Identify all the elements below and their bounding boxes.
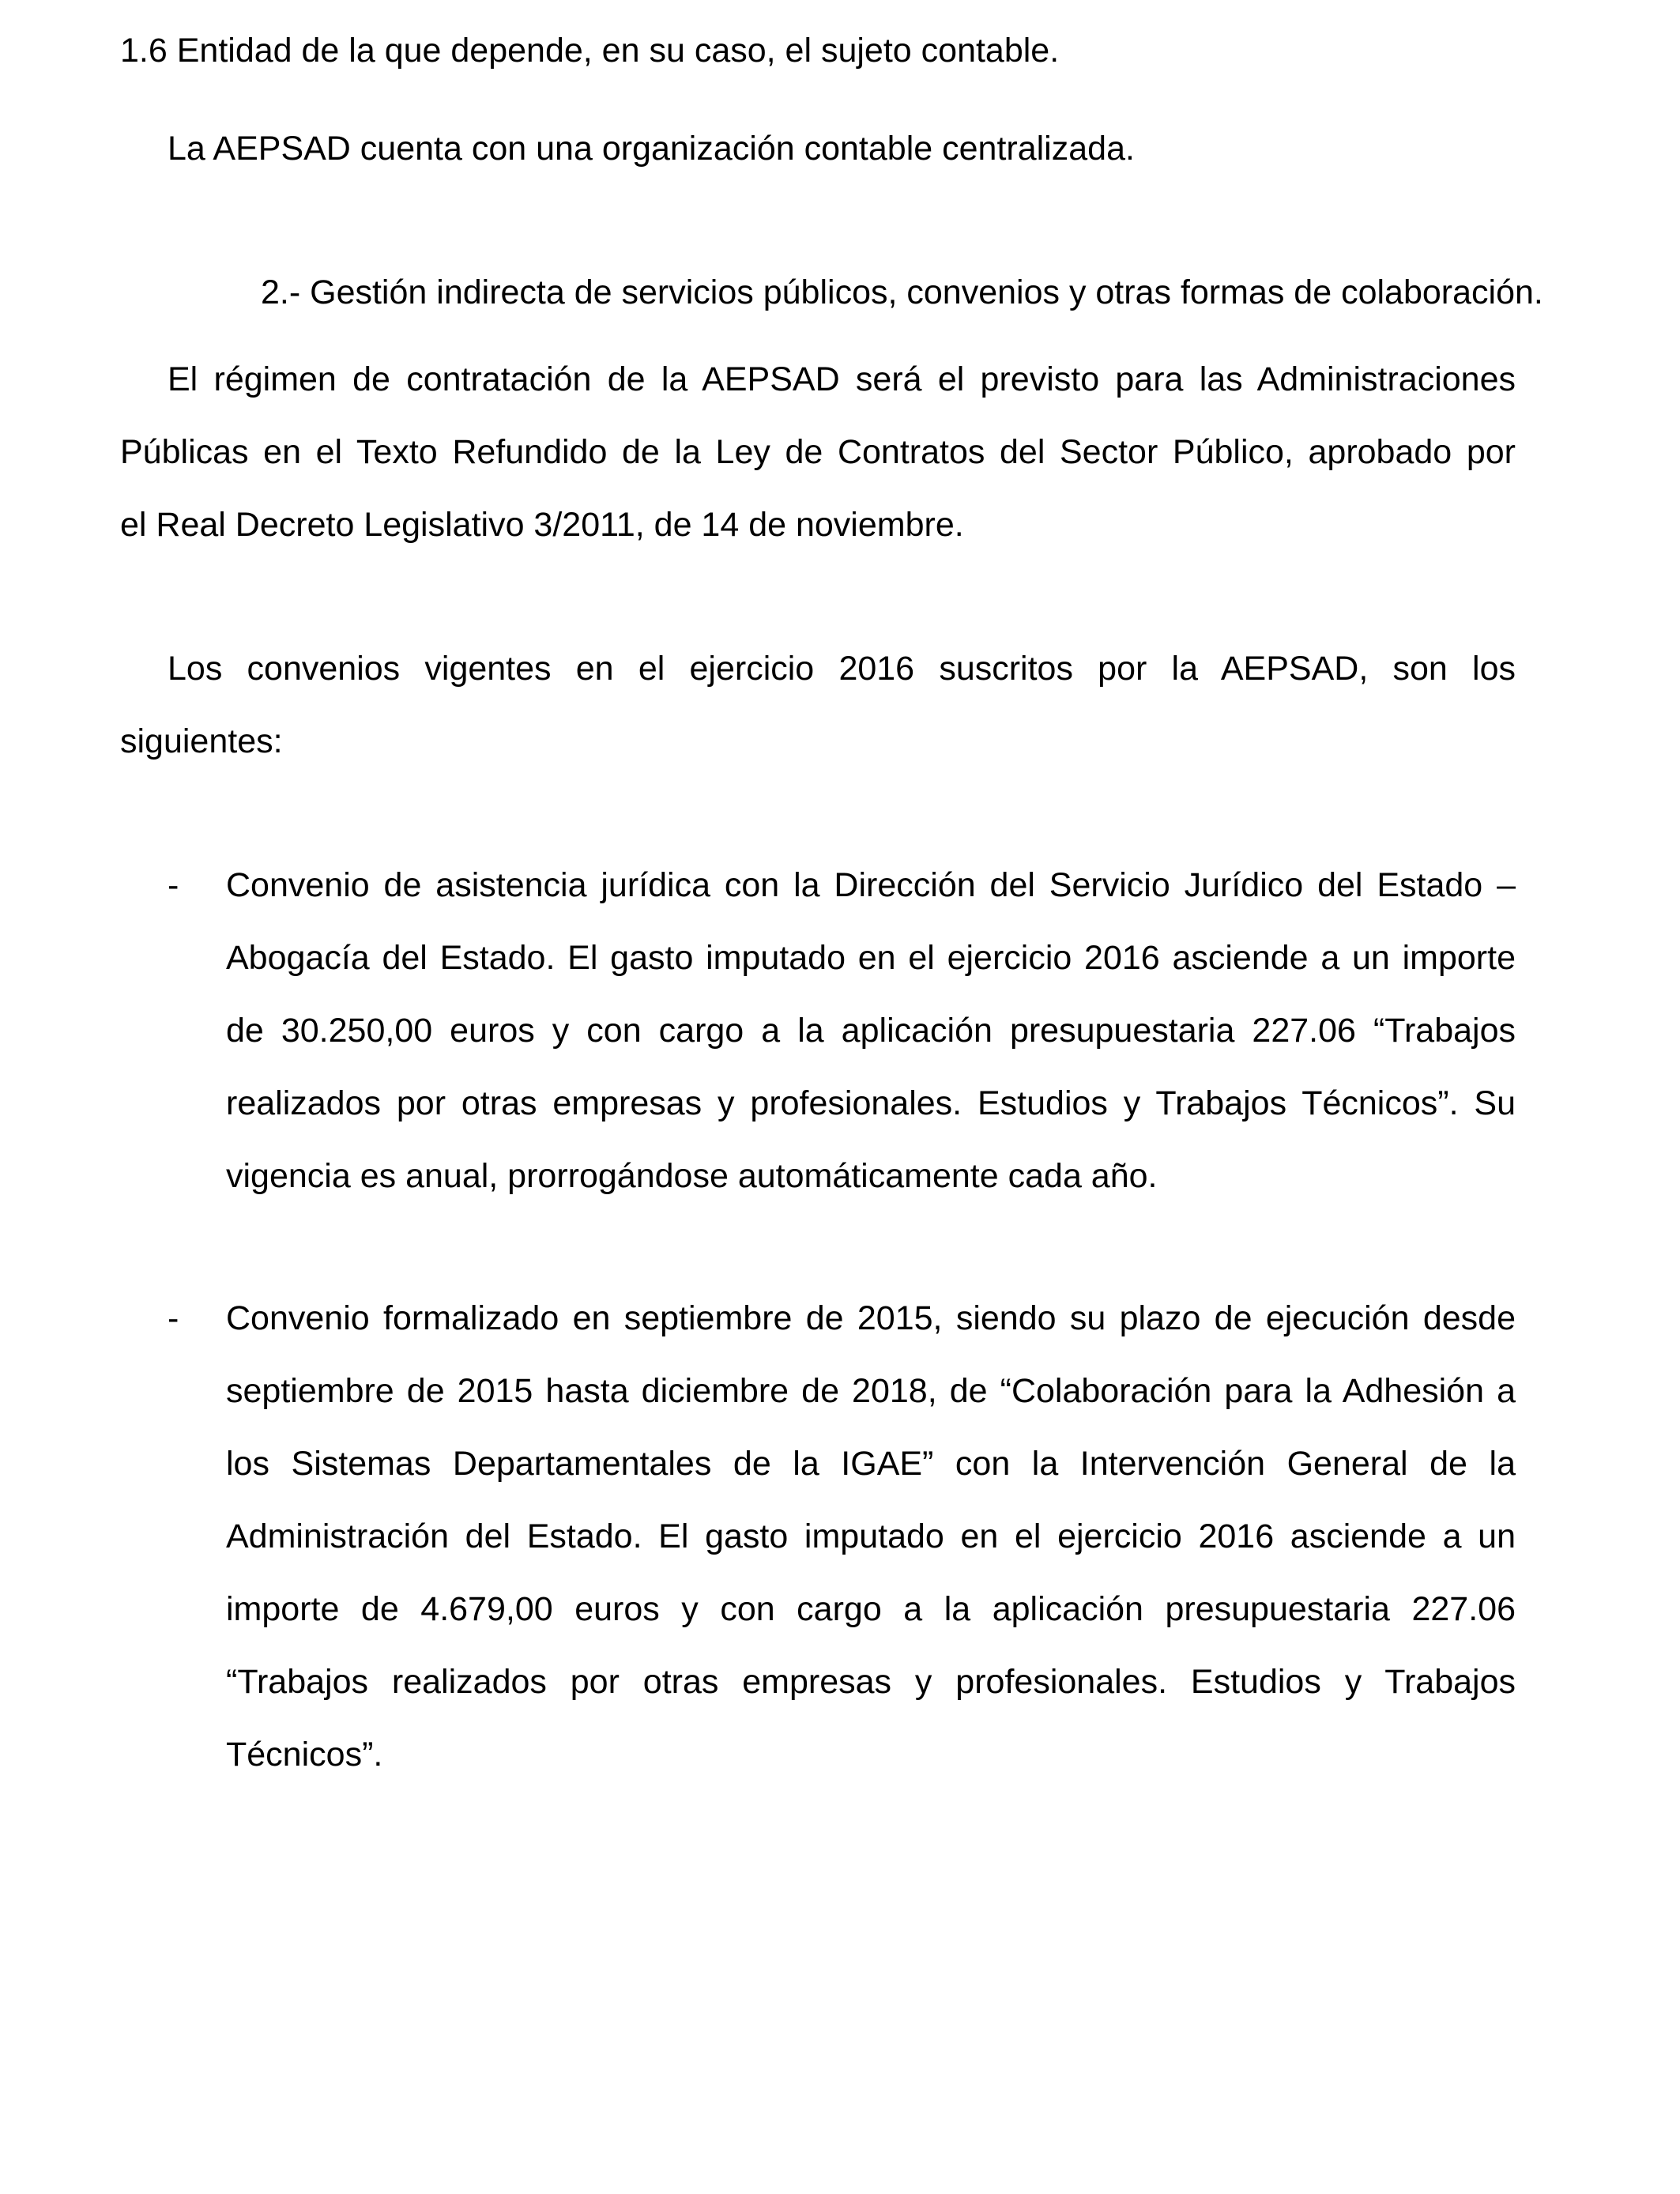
contract-line: Públicas en el Texto Refundido de la Ley de Contratos del Sector Público, aprobado por [120, 433, 1516, 471]
convenio-line: importe de 4.679,00 euros y con cargo a la aplicación presupuestaria 227.06 [226, 1590, 1516, 1628]
convenio-line: Convenio de asistencia jurídica con la Dirección del Servicio Jurídico del Estado – [226, 866, 1516, 904]
bullet-dash: - [168, 1299, 179, 1337]
section-2-heading: 2.- Gestión indirecta de servicios públicos, convenios y otras formas de colaboración. [261, 273, 1543, 311]
convenio-line: los Sistemas Departamentales de la IGAE” con la Intervención General de la [226, 1445, 1516, 1483]
convenios-intro-line: siguientes: [120, 722, 283, 760]
section-1-6-text: La AEPSAD cuenta con una organización contable centralizada. [168, 130, 1135, 168]
section-1-6-heading: 1.6 Entidad de la que depende, en su caso, el sujeto contable. [120, 32, 1060, 70]
convenio-line: “Trabajos realizados por otras empresas y profesionales. Estudios y Trabajos [226, 1663, 1516, 1701]
convenios-intro-line: Los convenios vigentes en el ejercicio 2016 suscritos por la AEPSAD, son los [168, 650, 1516, 688]
convenio-line: septiembre de 2015 hasta diciembre de 2018, de “Colaboración para la Adhesión a [226, 1372, 1516, 1410]
convenio-line: Administración del Estado. El gasto imputado en el ejercicio 2016 asciende a un [226, 1517, 1516, 1555]
convenio-line: Convenio formalizado en septiembre de 2015, siendo su plazo de ejecución desde [226, 1299, 1516, 1337]
convenio-line: Abogacía del Estado. El gasto imputado en el ejercicio 2016 asciende a un importe [226, 939, 1516, 977]
contract-line: El régimen de contratación de la AEPSAD será el previsto para las Administraciones [168, 360, 1516, 398]
convenio-line: de 30.250,00 euros y con cargo a la aplicación presupuestaria 227.06 “Trabajos [226, 1012, 1516, 1050]
contract-line: el Real Decreto Legislativo 3/2011, de 14 de noviembre. [120, 506, 964, 544]
convenio-line: Técnicos”. [226, 1736, 383, 1774]
convenio-line: vigencia es anual, prorrogándose automáticamente cada año. [226, 1157, 1158, 1195]
convenio-line: realizados por otras empresas y profesionales. Estudios y Trabajos Técnicos”. Su [226, 1084, 1516, 1122]
bullet-dash: - [168, 866, 179, 904]
